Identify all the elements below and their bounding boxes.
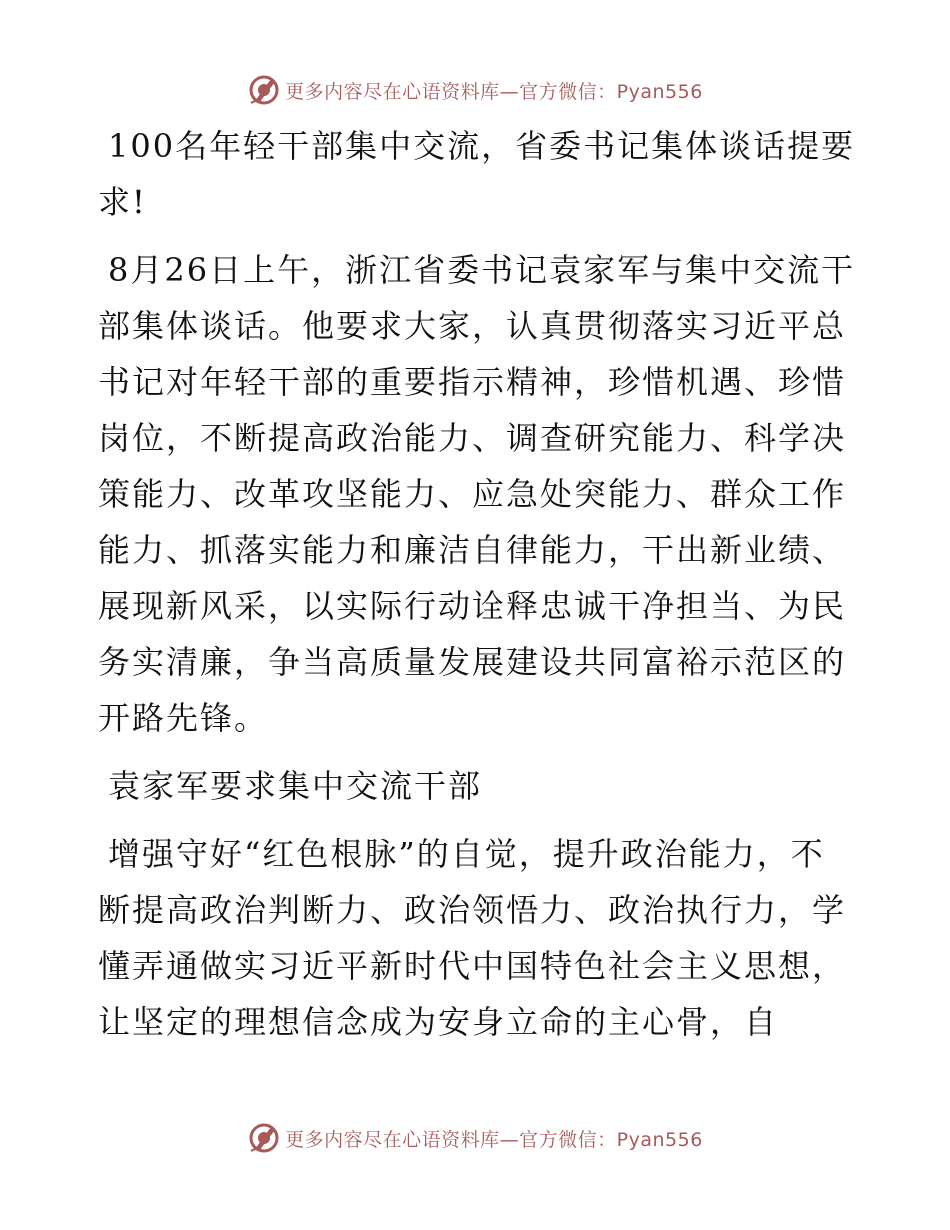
paragraph-1: 8月26日上午，浙江省委书记袁家军与集中交流干部集体谈话。他要求大家，认真贯彻落实习近平总书记对年轻干部的重要指示精神，珍惜机遇、珍惜岗位，不断提高政治能力、调查研究能力、科学决策能力、改革攻坚能力、应急处突能力、群众工作能力、抓落实能力和廉洁自律能力，干出新业绩、展现新风采，以实际行动诠释忠诚干净担当、为民务实清廉，争当高质量发展建设共同富裕示范区的开路先锋。 <box>98 251 856 737</box>
watermark-text: 更多内容尽在心语资料库—官方微信：Pyan556 <box>285 80 703 103</box>
document-title: 100名年轻干部集中交流，省委书记集体谈话提要求! <box>98 127 856 221</box>
pen-seal-icon <box>247 73 281 107</box>
pen-seal-icon <box>247 1121 281 1155</box>
footer-watermark-banner <box>0 1118 950 1158</box>
header-watermark-banner <box>0 70 950 110</box>
document-body <box>98 118 858 1062</box>
paragraph-3: 增强守好“红色根脉”的自觉，提升政治能力，不断提高政治判断力、政治领悟力、政治执行力，学懂弄通做实习近平新时代中国特色社会主义思想，让坚定的理想信念成为安身立命的主心骨，自 <box>98 835 847 1041</box>
watermark-text: 更多内容尽在心语资料库—官方微信：Pyan556 <box>285 1128 703 1151</box>
paragraph-2: 袁家军要求集中交流干部 <box>108 767 483 805</box>
